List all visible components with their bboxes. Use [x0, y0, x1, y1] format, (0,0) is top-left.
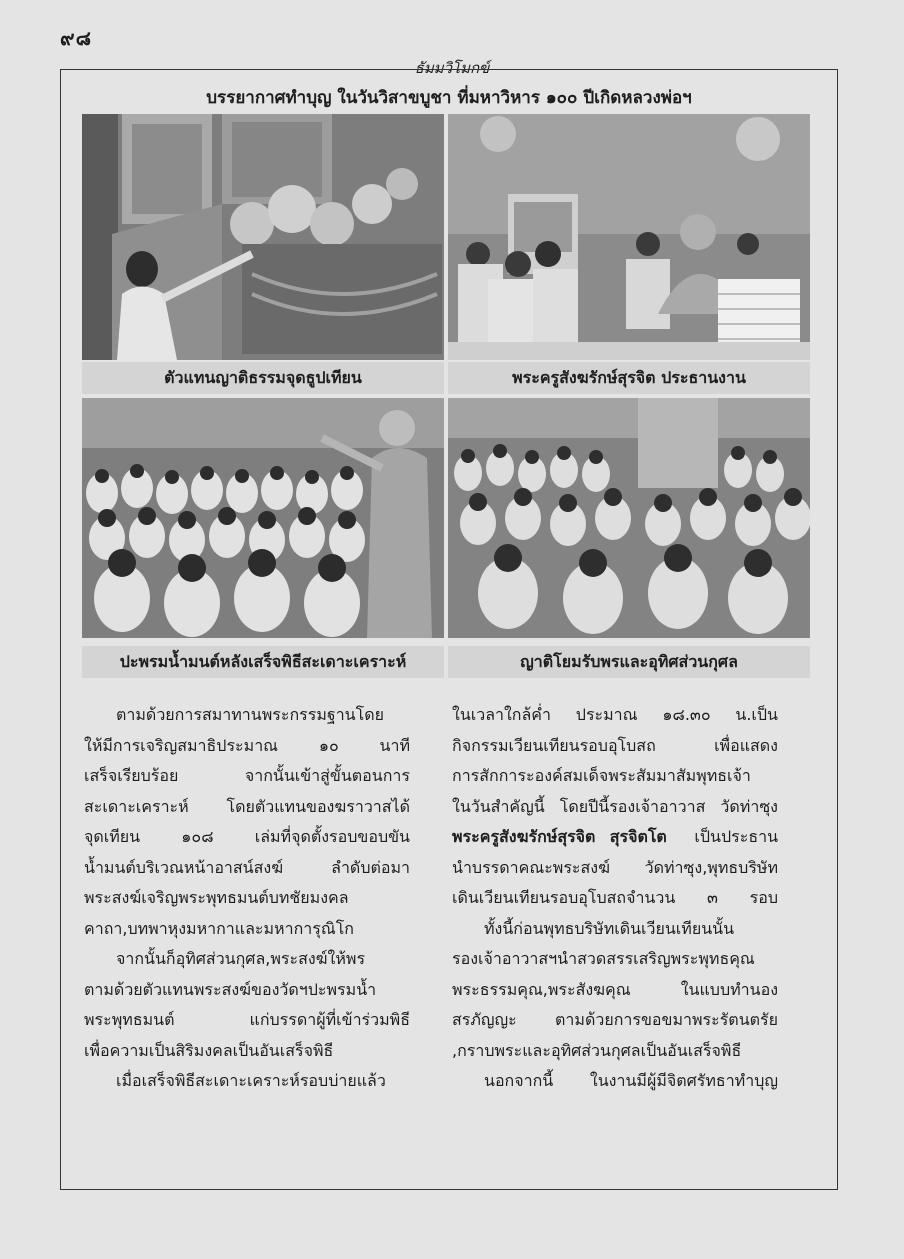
monk-name: พระครูสังฆรักษ์สุรจิต สุรจิตโต	[452, 827, 667, 846]
text-line: ตามด้วยการสมาทานพระกรรมฐานโดย	[116, 705, 384, 724]
text-line: เสร็จเรียบร้อย จากนั้นเข้าสู่ขั้นตอนการ	[84, 766, 410, 785]
text-line: นอกจากนี้ ในงานมีผู้มีจิตศรัทธาทำบุญ	[484, 1071, 778, 1090]
text-line: พระสงฆ์เจริญพระพุทธมนต์บทชัยมงคล	[84, 888, 349, 907]
running-title: ธัมมวิโมกข์	[414, 59, 490, 77]
text-line: ตามด้วยตัวแทนพระสงฆ์ของวัดฯปะพรมน้ำ	[84, 979, 377, 999]
text-line: ,กราบพระและอุทิศส่วนกุศลเป็นอันเสร็จพิธี	[452, 1040, 742, 1060]
text-line: ในวันสำคัญนี้ โดยปีนี้รองเจ้าอาวาส วัดท่าซุง	[452, 796, 778, 816]
photo-caption: ตัวแทนญาติธรรมจุดธูปเทียน	[82, 362, 444, 394]
text-line: การสักการะองค์สมเด็จพระสัมมาสัมพุทธเจ้า	[452, 766, 751, 785]
text-line	[452, 822, 778, 853]
text-line: สรภัญญะ ตามด้วยการขอขมาพระรัตนตรัย	[452, 1010, 778, 1029]
text-line: เพื่อความเป็นสิริมงคลเป็นอันเสร็จพิธี	[84, 1040, 334, 1060]
text-line: ให้มีการเจริญสมาธิประมาณ ๑๐ นาที	[84, 735, 410, 755]
text-line: น้ำมนต์บริเวณหน้าอาสน์สงฆ์ ลำดับต่อมา	[84, 857, 410, 877]
text-line: กิจกรรมเวียนเทียนรอบอุโบสถ เพื่อแสดง	[452, 735, 778, 755]
article-column-right	[452, 700, 778, 1097]
photo-caption: ญาติโยมรับพรและอุทิศส่วนกุศล	[448, 646, 810, 678]
text-line: ในเวลาใกล้ค่ำ ประมาณ ๑๘.๓๐ น.เป็น	[452, 705, 778, 724]
text-line: รองเจ้าอาวาสฯนำสวดสรรเสริญพระพุทธคุณ	[452, 949, 755, 968]
text-line: เดินเวียนเทียนรอบอุโบสถจำนวน ๓ รอบ	[452, 888, 778, 907]
text-line: จุดเทียน ๑๐๘ เล่มที่จุดตั้งรอบขอบขัน	[84, 827, 410, 846]
photo-holy-water-sprinkling	[82, 398, 444, 638]
photo-caption: พระครูสังฆรักษ์สุรจิต ประธานงาน	[448, 362, 810, 394]
text-line: สะเดาะเคราะห์ โดยตัวแทนของฆราวาสได้	[84, 796, 410, 816]
text-line: พระพุทธมนต์ แก่บรรดาผู้ที่เข้าร่วมพิธี	[84, 1010, 410, 1029]
headline: บรรยากาศทำบุญ ในวันวิสาขบูชา ที่มหาวิหาร ๑๐๐ ปีเกิดหลวงพ่อฯ	[206, 88, 692, 108]
text-line: ทั้งนี้ก่อนพุทธบริษัทเดินเวียนเทียนนั้น	[484, 918, 734, 938]
photo-candle-lighting	[82, 114, 444, 360]
text-line: นำบรรดาคณะพระสงฆ์ วัดท่าซุง,พุทธบริษัท	[452, 857, 778, 877]
article-column-left	[84, 700, 410, 1097]
text-line: คาถา,บทพาหุงมหากาและมหาการุณิโก	[84, 918, 354, 938]
photo-caption: ปะพรมน้ำมนต์หลังเสร็จพิธีสะเดาะเคราะห์	[82, 646, 444, 678]
text-fragment: เป็นประธาน	[694, 827, 778, 846]
photo-receiving-blessing	[448, 398, 810, 638]
page-number: ๙๘	[60, 26, 93, 50]
text-line: จากนั้นก็อุทิศส่วนกุศล,พระสงฆ์ให้พร	[116, 949, 366, 968]
text-line: เมื่อเสร็จพิธีสะเดาะเคราะห์รอบบ่ายแล้ว	[116, 1071, 386, 1090]
text-line: พระธรรมคุณ,พระสังฆคุณ ในแบบทำนอง	[452, 979, 778, 999]
photo-presiding-monk	[448, 114, 810, 360]
